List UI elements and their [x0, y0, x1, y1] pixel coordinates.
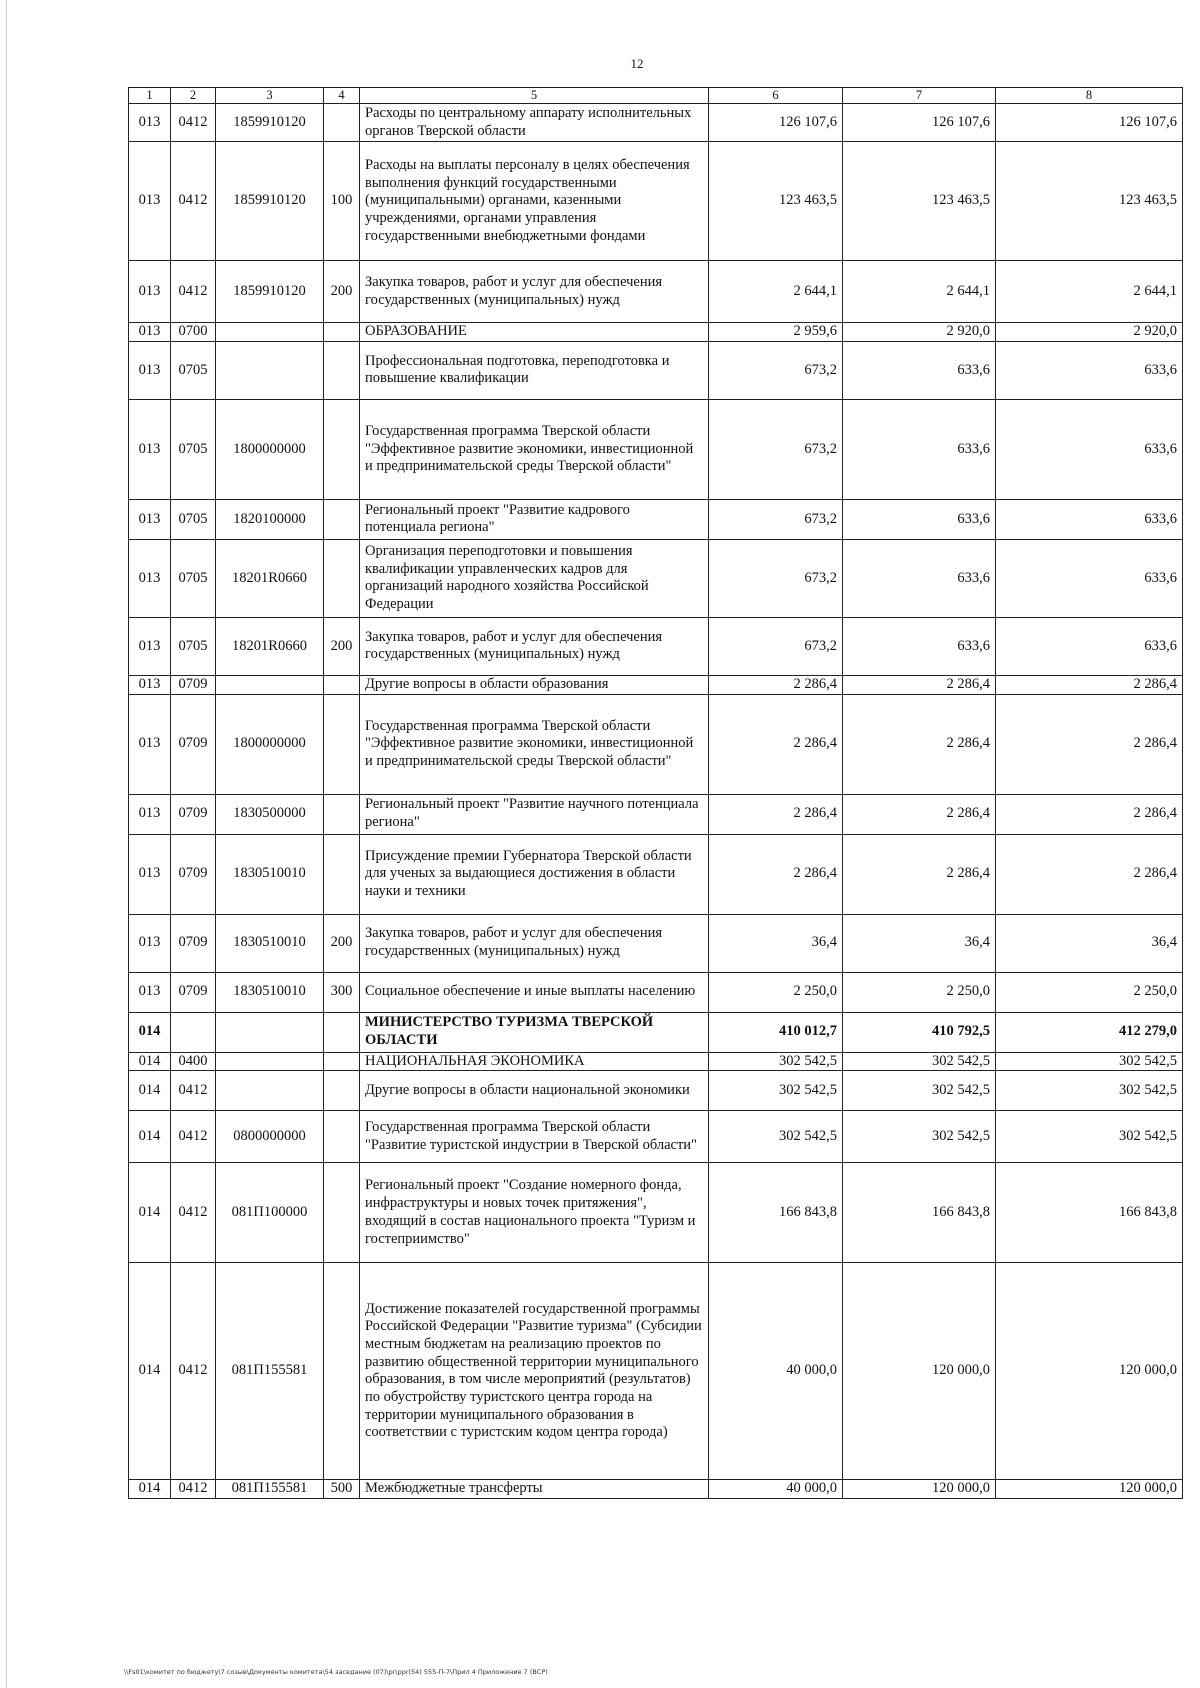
table-row [129, 341, 1183, 399]
item-name-cell: Другие вопросы в области национальной экономики [360, 1071, 709, 1111]
target-article-cell: 1830500000 [216, 794, 324, 834]
target-article-cell: 0800000000 [216, 1111, 324, 1163]
target-article-cell [216, 1052, 324, 1071]
table-row [129, 1480, 1183, 1499]
table-row [129, 399, 1183, 499]
expense-type-cell [324, 399, 360, 499]
amount-year-1-cell: 40 000,0 [709, 1263, 843, 1480]
target-article-cell: 1830510010 [216, 914, 324, 972]
ministry-code-cell: 013 [129, 341, 171, 399]
target-article-cell: 1830510010 [216, 834, 324, 914]
ministry-code-cell: 013 [129, 539, 171, 617]
ministry-code-cell: 013 [129, 261, 171, 323]
amount-year-1-cell: 2 286,4 [709, 834, 843, 914]
column-number: 4 [324, 88, 360, 104]
amount-year-2-cell: 302 542,5 [843, 1071, 996, 1111]
scan-edge-line [6, 0, 7, 1688]
section-code-cell: 0705 [171, 617, 216, 675]
section-code-cell: 0709 [171, 794, 216, 834]
table-row [129, 1163, 1183, 1263]
amount-year-3-cell: 633,6 [996, 341, 1183, 399]
ministry-code-cell: 013 [129, 834, 171, 914]
amount-year-3-cell: 2 286,4 [996, 675, 1183, 694]
table-row [129, 1012, 1183, 1052]
amount-year-3-cell: 2 250,0 [996, 972, 1183, 1012]
section-code-cell: 0412 [171, 1480, 216, 1499]
target-article-cell: 1830510010 [216, 972, 324, 1012]
item-name-cell: Социальное обеспечение и иные выплаты населению [360, 972, 709, 1012]
expense-type-cell [324, 675, 360, 694]
expense-type-cell [324, 1052, 360, 1071]
ministry-code-cell: 013 [129, 972, 171, 1012]
item-name-cell: Закупка товаров, работ и услуг для обеспечения государственных (муниципальных) нужд [360, 617, 709, 675]
amount-year-1-cell: 673,2 [709, 399, 843, 499]
amount-year-2-cell: 2 286,4 [843, 834, 996, 914]
section-code-cell: 0705 [171, 399, 216, 499]
item-name-cell: МИНИСТЕРСТВО ТУРИЗМА ТВЕРСКОЙ ОБЛАСТИ [360, 1012, 709, 1052]
amount-year-2-cell: 36,4 [843, 914, 996, 972]
expense-type-cell [324, 1012, 360, 1052]
section-code-cell: 0412 [171, 261, 216, 323]
page-number: 12 [630, 56, 644, 71]
section-code-cell: 0412 [171, 1071, 216, 1111]
ministry-code-cell: 013 [129, 694, 171, 794]
ministry-code-cell: 014 [129, 1111, 171, 1163]
table-row [129, 794, 1183, 834]
amount-year-2-cell: 120 000,0 [843, 1263, 996, 1480]
item-name-cell: Профессиональная подготовка, переподготовка и повышение квалификации [360, 341, 709, 399]
section-code-cell: 0705 [171, 539, 216, 617]
amount-year-2-cell: 633,6 [843, 399, 996, 499]
section-code-cell: 0412 [171, 1111, 216, 1163]
amount-year-3-cell: 2 286,4 [996, 694, 1183, 794]
section-code-cell: 0709 [171, 694, 216, 794]
column-number: 8 [996, 88, 1183, 104]
target-article-cell: 1800000000 [216, 694, 324, 794]
amount-year-1-cell: 2 250,0 [709, 972, 843, 1012]
expense-type-cell: 300 [324, 972, 360, 1012]
target-article-cell [216, 1071, 324, 1111]
amount-year-1-cell: 2 286,4 [709, 675, 843, 694]
expense-type-cell [324, 323, 360, 342]
target-article-cell: 1859910120 [216, 261, 324, 323]
amount-year-3-cell: 302 542,5 [996, 1111, 1183, 1163]
table-body [129, 88, 1183, 1499]
expense-type-cell [324, 104, 360, 142]
table-row [129, 1052, 1183, 1071]
amount-year-1-cell: 2 959,6 [709, 323, 843, 342]
section-code-cell: 0705 [171, 499, 216, 539]
expense-type-cell [324, 1071, 360, 1111]
item-name-cell: Расходы по центральному аппарату исполнительных органов Тверской области [360, 104, 709, 142]
expense-type-cell [324, 499, 360, 539]
table-row [129, 834, 1183, 914]
expense-type-cell: 200 [324, 617, 360, 675]
target-article-cell: 1800000000 [216, 399, 324, 499]
amount-year-2-cell: 2 250,0 [843, 972, 996, 1012]
amount-year-1-cell: 302 542,5 [709, 1071, 843, 1111]
item-name-cell: ОБРАЗОВАНИЕ [360, 323, 709, 342]
item-name-cell: Региональный проект "Создание номерного фонда, инфраструктуры и новых точек притяжения", входящий в состав национального проекта "Туризм и гостеприимство" [360, 1163, 709, 1263]
amount-year-1-cell: 2 644,1 [709, 261, 843, 323]
amount-year-2-cell: 123 463,5 [843, 142, 996, 261]
ministry-code-cell: 013 [129, 323, 171, 342]
amount-year-2-cell: 2 286,4 [843, 794, 996, 834]
ministry-code-cell: 014 [129, 1012, 171, 1052]
expense-type-cell: 200 [324, 261, 360, 323]
section-code-cell [171, 1012, 216, 1052]
amount-year-2-cell: 166 843,8 [843, 1163, 996, 1263]
amount-year-2-cell: 633,6 [843, 617, 996, 675]
amount-year-3-cell: 633,6 [996, 617, 1183, 675]
target-article-cell: 081П155581 [216, 1263, 324, 1480]
ministry-code-cell: 013 [129, 794, 171, 834]
amount-year-3-cell: 166 843,8 [996, 1163, 1183, 1263]
ministry-code-cell: 013 [129, 675, 171, 694]
amount-year-3-cell: 126 107,6 [996, 104, 1183, 142]
section-code-cell: 0412 [171, 104, 216, 142]
table-row [129, 142, 1183, 261]
amount-year-3-cell: 633,6 [996, 499, 1183, 539]
amount-year-3-cell: 2 286,4 [996, 794, 1183, 834]
expense-type-cell: 500 [324, 1480, 360, 1499]
item-name-cell: Закупка товаров, работ и услуг для обеспечения государственных (муниципальных) нужд [360, 914, 709, 972]
target-article-cell: 081П155581 [216, 1480, 324, 1499]
amount-year-2-cell: 410 792,5 [843, 1012, 996, 1052]
amount-year-3-cell: 123 463,5 [996, 142, 1183, 261]
expense-type-cell: 100 [324, 142, 360, 261]
section-code-cell: 0709 [171, 675, 216, 694]
amount-year-1-cell: 2 286,4 [709, 694, 843, 794]
ministry-code-cell: 014 [129, 1071, 171, 1111]
ministry-code-cell: 013 [129, 914, 171, 972]
amount-year-3-cell: 412 279,0 [996, 1012, 1183, 1052]
item-name-cell: Государственная программа Тверской области "Эффективное развитие экономики, инвестиционной и предпринимательской среды Тверской области" [360, 694, 709, 794]
amount-year-3-cell: 2 920,0 [996, 323, 1183, 342]
section-code-cell: 0700 [171, 323, 216, 342]
item-name-cell: Государственная программа Тверской области "Развитие туристской индустрии в Тверской области" [360, 1111, 709, 1163]
table-row [129, 972, 1183, 1012]
expense-type-cell: 200 [324, 914, 360, 972]
amount-year-1-cell: 126 107,6 [709, 104, 843, 142]
expense-type-cell [324, 1163, 360, 1263]
column-number: 1 [129, 88, 171, 104]
target-article-cell [216, 341, 324, 399]
table-row [129, 914, 1183, 972]
expense-type-cell [324, 1263, 360, 1480]
column-number: 7 [843, 88, 996, 104]
item-name-cell: НАЦИОНАЛЬНАЯ ЭКОНОМИКА [360, 1052, 709, 1071]
item-name-cell: Организация переподготовки и повышения квалификации управленческих кадров для организаций народного хозяйства Российской Федерации [360, 539, 709, 617]
ministry-code-cell: 013 [129, 499, 171, 539]
item-name-cell: Региональный проект "Развитие кадрового потенциала региона" [360, 499, 709, 539]
expense-type-cell [324, 539, 360, 617]
column-number: 5 [360, 88, 709, 104]
amount-year-2-cell: 302 542,5 [843, 1111, 996, 1163]
expense-type-cell [324, 834, 360, 914]
table-row [129, 675, 1183, 694]
expense-type-cell [324, 694, 360, 794]
budget-table [128, 87, 1183, 1499]
amount-year-1-cell: 673,2 [709, 499, 843, 539]
ministry-code-cell: 014 [129, 1052, 171, 1071]
item-name-cell: Региональный проект "Развитие научного потенциала региона" [360, 794, 709, 834]
item-name-cell: Достижение показателей государственной программы Российской Федерации "Развитие туризма" (Субсидии местным бюджетам на реализацию проектов по развитию общественной территории муниципального образования, в том числе мероприятий (результатов) по обустройству туристского центра города на территории муниципального образования в соответствии с туристским кодом центра города) [360, 1263, 709, 1480]
section-code-cell: 0400 [171, 1052, 216, 1071]
column-number-row [129, 88, 1183, 104]
amount-year-2-cell: 633,6 [843, 539, 996, 617]
amount-year-3-cell: 633,6 [996, 539, 1183, 617]
target-article-cell [216, 1012, 324, 1052]
amount-year-2-cell: 2 286,4 [843, 694, 996, 794]
amount-year-2-cell: 120 000,0 [843, 1480, 996, 1499]
amount-year-1-cell: 123 463,5 [709, 142, 843, 261]
ministry-code-cell: 013 [129, 617, 171, 675]
item-name-cell: Государственная программа Тверской области "Эффективное развитие экономики, инвестиционной и предпринимательской среды Тверской области" [360, 399, 709, 499]
target-article-cell: 1859910120 [216, 104, 324, 142]
expense-type-cell [324, 1111, 360, 1163]
ministry-code-cell: 014 [129, 1480, 171, 1499]
amount-year-1-cell: 36,4 [709, 914, 843, 972]
target-article-cell: 18201R0660 [216, 617, 324, 675]
table-row [129, 617, 1183, 675]
amount-year-1-cell: 302 542,5 [709, 1052, 843, 1071]
table-row [129, 1071, 1183, 1111]
amount-year-3-cell: 633,6 [996, 399, 1183, 499]
amount-year-2-cell: 633,6 [843, 341, 996, 399]
item-name-cell: Присуждение премии Губернатора Тверской области для ученых за выдающиеся достижения в области науки и техники [360, 834, 709, 914]
table-row [129, 499, 1183, 539]
amount-year-1-cell: 2 286,4 [709, 794, 843, 834]
table-row [129, 1111, 1183, 1163]
amount-year-3-cell: 120 000,0 [996, 1263, 1183, 1480]
ministry-code-cell: 014 [129, 1163, 171, 1263]
section-code-cell: 0705 [171, 341, 216, 399]
amount-year-2-cell: 126 107,6 [843, 104, 996, 142]
amount-year-1-cell: 410 012,7 [709, 1012, 843, 1052]
target-article-cell: 18201R0660 [216, 539, 324, 617]
file-path-footer: \\Fs01\комитет по бюджету\7 созыв\Документы комитета\54 заседание (07)\pr\ppr(54) 555-П-7\Прил 4 Приложение 7 (ВСР) [124, 1668, 548, 1676]
expense-type-cell [324, 794, 360, 834]
amount-year-2-cell: 2 286,4 [843, 675, 996, 694]
amount-year-3-cell: 302 542,5 [996, 1071, 1183, 1111]
amount-year-1-cell: 673,2 [709, 539, 843, 617]
target-article-cell [216, 323, 324, 342]
item-name-cell: Межбюджетные трансферты [360, 1480, 709, 1499]
item-name-cell: Расходы на выплаты персоналу в целях обеспечения выполнения функций государственными (муниципальными) органами, казенными учреждениями, органами управления государственными внебюджетными фондами [360, 142, 709, 261]
table-row [129, 539, 1183, 617]
section-code-cell: 0709 [171, 834, 216, 914]
amount-year-1-cell: 302 542,5 [709, 1111, 843, 1163]
amount-year-1-cell: 166 843,8 [709, 1163, 843, 1263]
amount-year-2-cell: 633,6 [843, 499, 996, 539]
item-name-cell: Закупка товаров, работ и услуг для обеспечения государственных (муниципальных) нужд [360, 261, 709, 323]
amount-year-1-cell: 40 000,0 [709, 1480, 843, 1499]
amount-year-2-cell: 2 920,0 [843, 323, 996, 342]
column-number: 6 [709, 88, 843, 104]
table-row [129, 694, 1183, 794]
amount-year-3-cell: 120 000,0 [996, 1480, 1183, 1499]
expense-type-cell [324, 341, 360, 399]
target-article-cell: 1859910120 [216, 142, 324, 261]
ministry-code-cell: 013 [129, 104, 171, 142]
table-row [129, 323, 1183, 342]
table-row [129, 261, 1183, 323]
column-number: 3 [216, 88, 324, 104]
section-code-cell: 0412 [171, 1163, 216, 1263]
target-article-cell [216, 675, 324, 694]
amount-year-2-cell: 302 542,5 [843, 1052, 996, 1071]
amount-year-2-cell: 2 644,1 [843, 261, 996, 323]
section-code-cell: 0412 [171, 142, 216, 261]
ministry-code-cell: 013 [129, 142, 171, 261]
target-article-cell: 081П100000 [216, 1163, 324, 1263]
amount-year-3-cell: 2 286,4 [996, 834, 1183, 914]
table-row [129, 104, 1183, 142]
target-article-cell: 1820100000 [216, 499, 324, 539]
column-number: 2 [171, 88, 216, 104]
amount-year-3-cell: 36,4 [996, 914, 1183, 972]
ministry-code-cell: 014 [129, 1263, 171, 1480]
section-code-cell: 0709 [171, 914, 216, 972]
amount-year-1-cell: 673,2 [709, 341, 843, 399]
amount-year-3-cell: 302 542,5 [996, 1052, 1183, 1071]
amount-year-1-cell: 673,2 [709, 617, 843, 675]
section-code-cell: 0412 [171, 1263, 216, 1480]
section-code-cell: 0709 [171, 972, 216, 1012]
amount-year-3-cell: 2 644,1 [996, 261, 1183, 323]
ministry-code-cell: 013 [129, 399, 171, 499]
table-row [129, 1263, 1183, 1480]
item-name-cell: Другие вопросы в области образования [360, 675, 709, 694]
